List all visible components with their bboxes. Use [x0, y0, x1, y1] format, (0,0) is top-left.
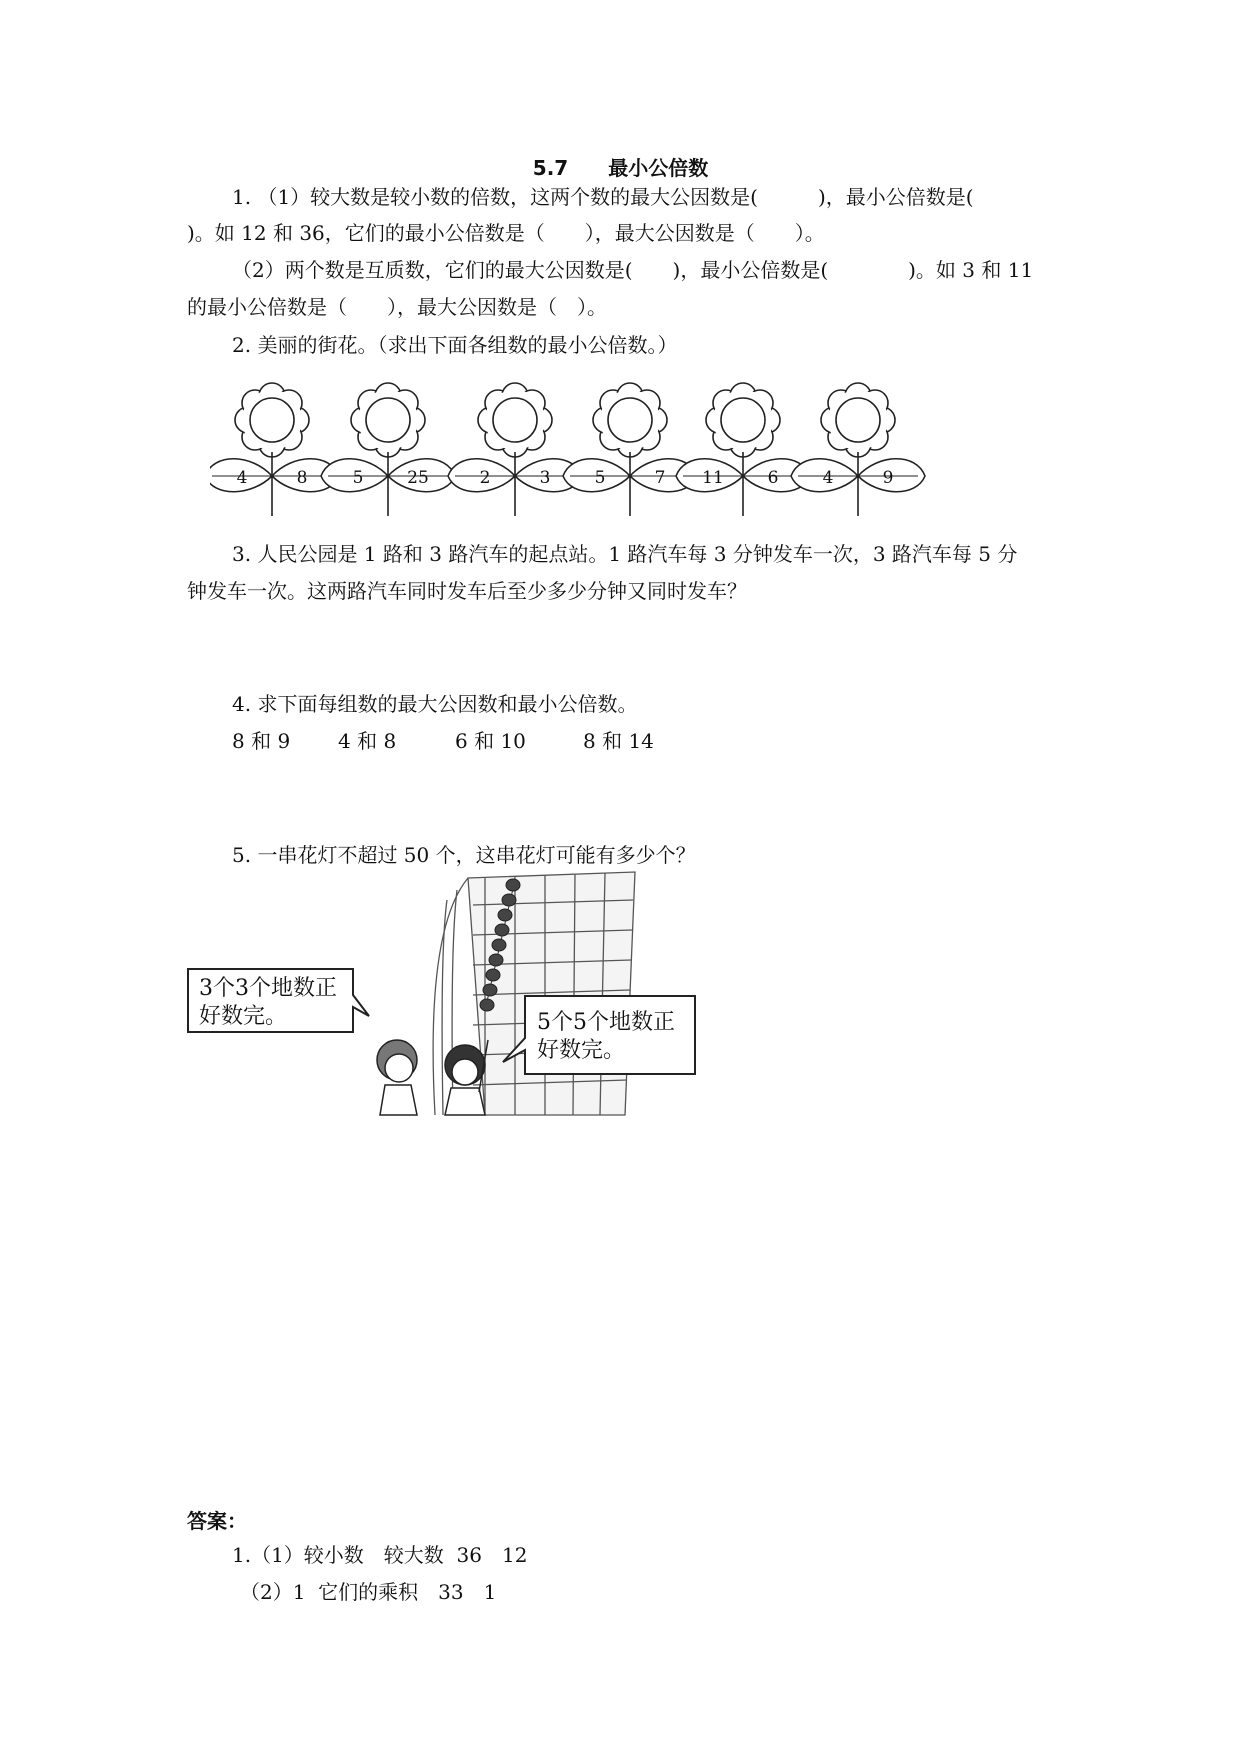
q4-pair-4: 8 和 14 — [583, 729, 654, 753]
q1-line1: 1. （1）较大数是较小数的倍数，这两个数的最大公因数是( )，最小公倍数是( — [232, 185, 974, 209]
q1-line2: )。如 12 和 36，它们的最小公倍数是（ ），最大公因数是（ ）。 — [187, 221, 825, 245]
speech-bubble-2 — [503, 996, 695, 1074]
flower-5 — [676, 383, 810, 516]
flower-left-number: 4 — [236, 468, 248, 488]
flower-2 — [321, 383, 455, 516]
q1-line3: （2）两个数是互质数，它们的最大公因数是( )，最小公倍数是( )。如 3 和 11 — [232, 258, 1034, 282]
flower-center-blank — [836, 398, 880, 442]
q4-pair-2: 4 和 8 — [338, 729, 397, 753]
flower-center-blank — [250, 398, 294, 442]
speech-bubble-1 — [188, 969, 369, 1032]
flower-1 — [210, 383, 339, 516]
flower-center-blank — [608, 398, 652, 442]
q1-line4: 的最小公倍数是（ ），最大公因数是（ ）。 — [187, 295, 607, 319]
flower-left-number: 5 — [352, 468, 364, 488]
flower-right-number: 8 — [296, 468, 308, 488]
lantern-illustration — [185, 870, 705, 1120]
flower-left-number: 5 — [594, 468, 606, 488]
bubble1-line2: 好数完。 — [199, 1004, 288, 1029]
answers-line2: （2）1 它们的乘积 33 1 — [240, 1580, 497, 1604]
flower-right-number: 25 — [407, 468, 429, 488]
flower-right-number: 9 — [882, 468, 894, 488]
q4-pair-1: 8 和 9 — [232, 729, 291, 753]
q2-text: 2. 美丽的街花。（求出下面各组数的最小公倍数。） — [232, 333, 678, 357]
q5-text: 5. 一串花灯不超过 50 个，这串花灯可能有多少个？ — [232, 843, 696, 867]
flower-left-number: 4 — [822, 468, 834, 488]
flower-right-number: 7 — [654, 468, 666, 488]
flower-right-number: 3 — [539, 468, 551, 488]
bubble2-line1: 5个5个地数正 — [537, 1010, 675, 1035]
q3-line2: 钟发车一次。这两路汽车同时发车后至少多少分钟又同时发车？ — [187, 579, 747, 603]
flower-center-blank — [493, 398, 537, 442]
bubble2-line2: 好数完。 — [537, 1038, 626, 1063]
flower-center-blank — [366, 398, 410, 442]
flower-3 — [448, 383, 582, 516]
q4-text: 4. 求下面每组数的最大公因数和最小公倍数。 — [232, 692, 638, 716]
flower-figures — [210, 378, 930, 520]
page-title: 5.7 最小公倍数 — [532, 156, 709, 180]
bubble1-line1: 3个3个地数正 — [199, 976, 337, 1001]
flower-4 — [563, 383, 697, 516]
q3-line1: 3. 人民公园是 1 路和 3 路汽车的起点站。1 路汽车每 3 分钟发车一次，3 路汽车每 5 分 — [232, 542, 1018, 566]
q4-pair-3: 6 和 10 — [455, 729, 526, 753]
answers-line1: 1.（1）较小数 较大数 36 12 — [232, 1543, 528, 1567]
flower-left-number: 11 — [702, 468, 724, 488]
flower-left-number: 2 — [479, 468, 491, 488]
answers-heading: 答案： — [187, 1509, 247, 1533]
flower-right-number: 6 — [767, 468, 779, 488]
flower-6 — [791, 383, 925, 516]
flower-center-blank — [721, 398, 765, 442]
